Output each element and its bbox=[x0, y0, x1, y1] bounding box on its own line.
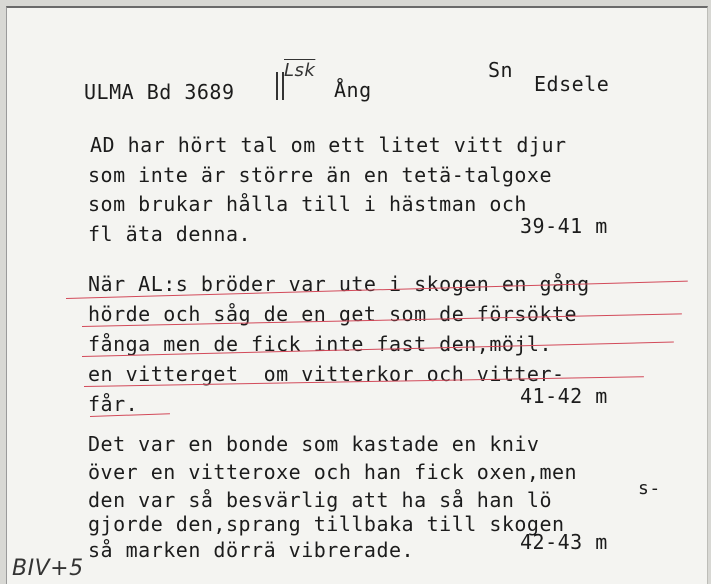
superscript-continuation: s- bbox=[638, 478, 661, 499]
text-line: AD har hört tal om ett litet vitt djur bbox=[90, 133, 567, 157]
lsk-label: $\overline{Lsk}$ bbox=[284, 60, 316, 81]
text-line: När AL:s bröder var ute i skogen en gång bbox=[88, 272, 590, 296]
archive-reference: ULMA Bd 3689 bbox=[84, 80, 235, 104]
page-reference: 42-43 m bbox=[520, 530, 608, 554]
handwritten-note: BIV+5 bbox=[12, 556, 84, 581]
page-reference: 41-42 m bbox=[520, 384, 608, 408]
text-line: över en vitteroxe och han fick oxen,men bbox=[88, 460, 578, 484]
text-line: så marken dörrä vibrerade. bbox=[88, 538, 415, 562]
text-line: fl äta denna. bbox=[88, 222, 252, 246]
parish-name: Edsele bbox=[534, 72, 610, 96]
text-line: Det var en bonde som kastade en kniv bbox=[88, 432, 540, 456]
text-line: fånga men de fick inte fast den,möjl. bbox=[88, 332, 553, 356]
roman-numeral-stroke bbox=[276, 72, 278, 100]
parish-label: Sn bbox=[488, 58, 514, 82]
text-line: som inte är större än en tetä-talgoxe bbox=[88, 163, 553, 187]
text-line: hörde och såg de en get som de försökte bbox=[88, 302, 578, 326]
text-line: gjorde den,sprang tillbaka till skogen bbox=[88, 512, 565, 536]
text-line: som brukar hålla till i hästman och bbox=[88, 192, 527, 216]
text-line: får. bbox=[88, 392, 139, 416]
landscape-label: Ång bbox=[334, 78, 372, 102]
page-reference: 39-41 m bbox=[520, 214, 608, 238]
text-line: den var så besvärlig att ha så han lö bbox=[88, 488, 553, 512]
text-line: en vitterget om vitterkor och vitter- bbox=[88, 362, 565, 386]
